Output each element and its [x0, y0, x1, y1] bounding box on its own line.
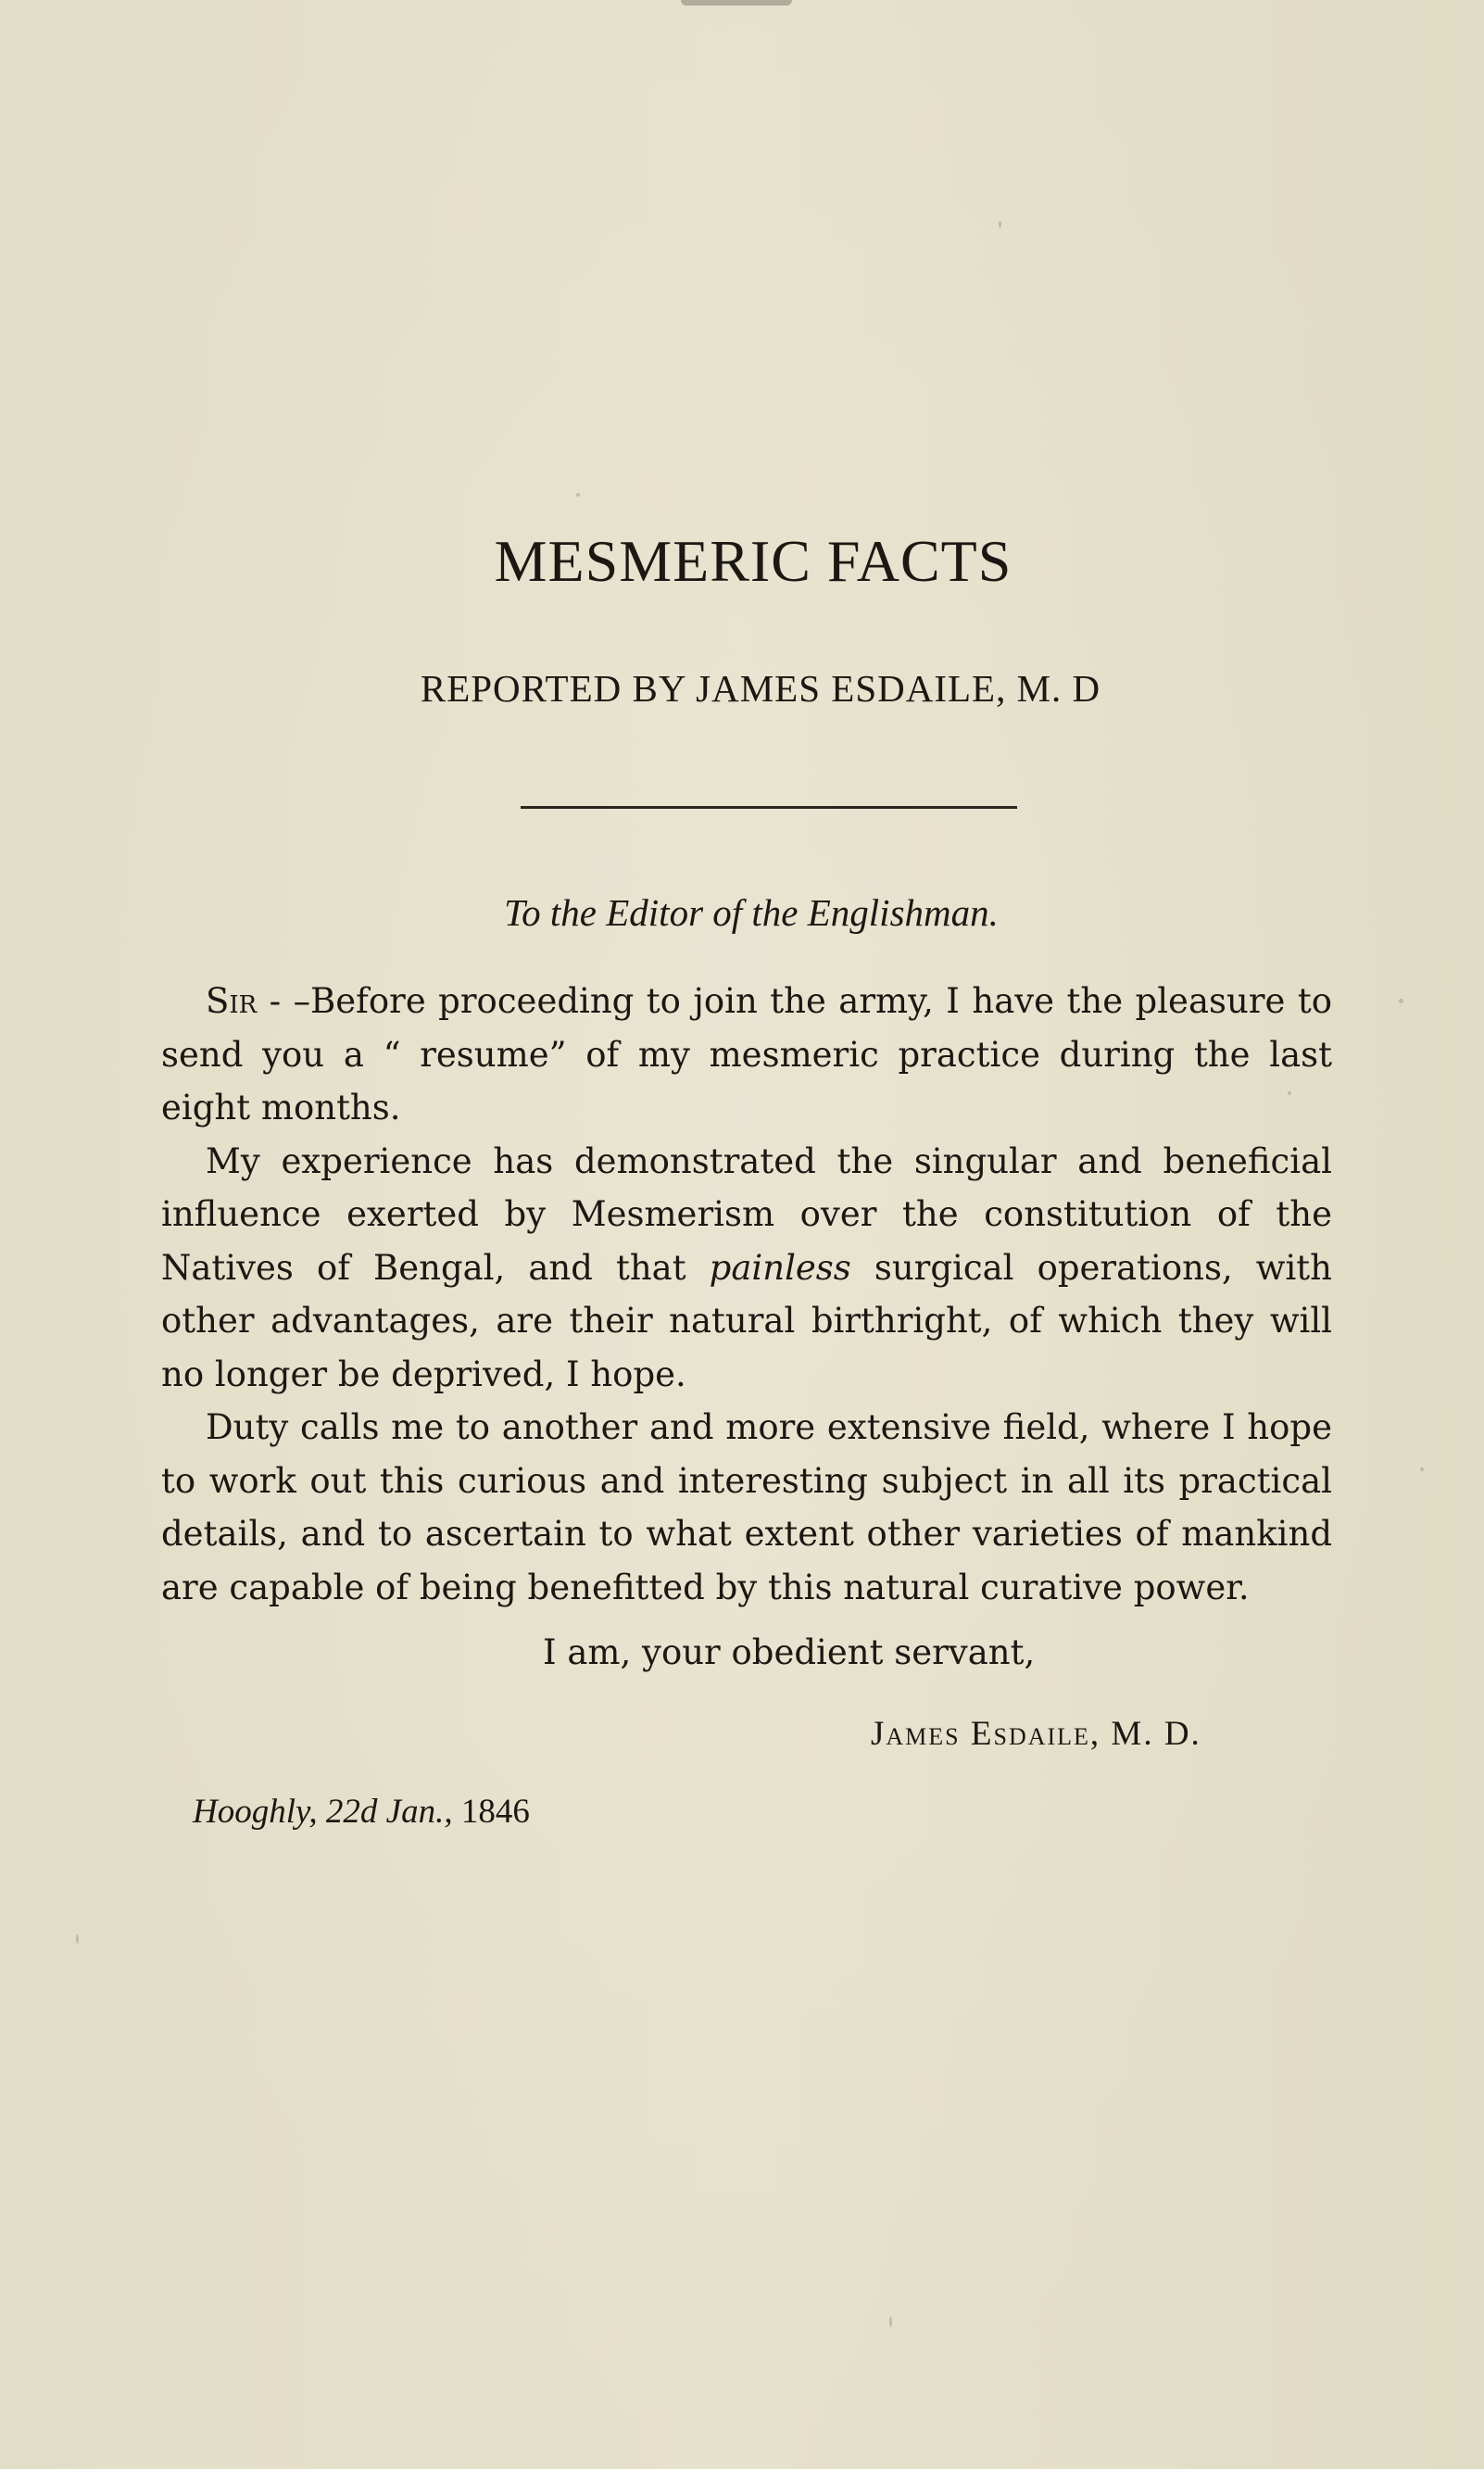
page-edge-mark	[681, 0, 792, 6]
paragraph-1-lead: Sir	[206, 981, 258, 1021]
year: 1846	[460, 1793, 530, 1831]
document-title: MESMERIC FACTS	[494, 528, 1012, 594]
paper-speck	[576, 493, 580, 497]
place: Hooghly,	[193, 1793, 318, 1831]
closing-line: I am, your obedient servant,	[543, 1632, 1036, 1672]
paper-speck	[1399, 999, 1403, 1003]
paragraph-2-after: surgical operations, with other advantages, are their natural birthright, of which they will no longer be deprived, I hope.	[161, 1247, 1332, 1394]
letter-body	[161, 975, 1332, 1614]
paragraph-1	[161, 975, 1332, 1135]
paper-speck	[76, 1934, 79, 1944]
signature: James Esdaile, M. D.	[871, 1715, 1201, 1753]
paragraph-2-emphasis: painless	[709, 1247, 851, 1288]
document-subtitle: REPORTED BY JAMES ESDAILE, M. D	[420, 667, 1101, 710]
paragraph-3-text: Duty calls me to another and more extensive field, where I hope to work out this curious and interesting subject in all its practical details, and to ascertain to what extent other varieties of mankind are capable of being benefitted by this natural curative power.	[161, 1407, 1332, 1607]
paper-speck	[999, 220, 1001, 228]
paper-speck	[1288, 1091, 1291, 1095]
divider-rule	[521, 806, 1017, 809]
paper-speck	[889, 2316, 892, 2327]
paragraph-2	[161, 1135, 1332, 1402]
paragraph-1-text: - –Before proceeding to join the army, I have the pleasure to send you a “ resume” of my mesmeric practice during the last eight months.	[161, 981, 1332, 1127]
date: 22d Jan.,	[325, 1793, 453, 1831]
paper-speck	[1420, 1468, 1424, 1471]
place-date-line	[193, 1786, 530, 1838]
paragraph-2-before: My experience has demonstrated the singular and beneficial influence exerted by Mesmerism over the constitution of the Natives of Bengal, and that	[161, 1140, 1332, 1288]
salutation: To the Editor of the Englishman.	[504, 891, 999, 934]
paragraph-3	[161, 1401, 1332, 1614]
